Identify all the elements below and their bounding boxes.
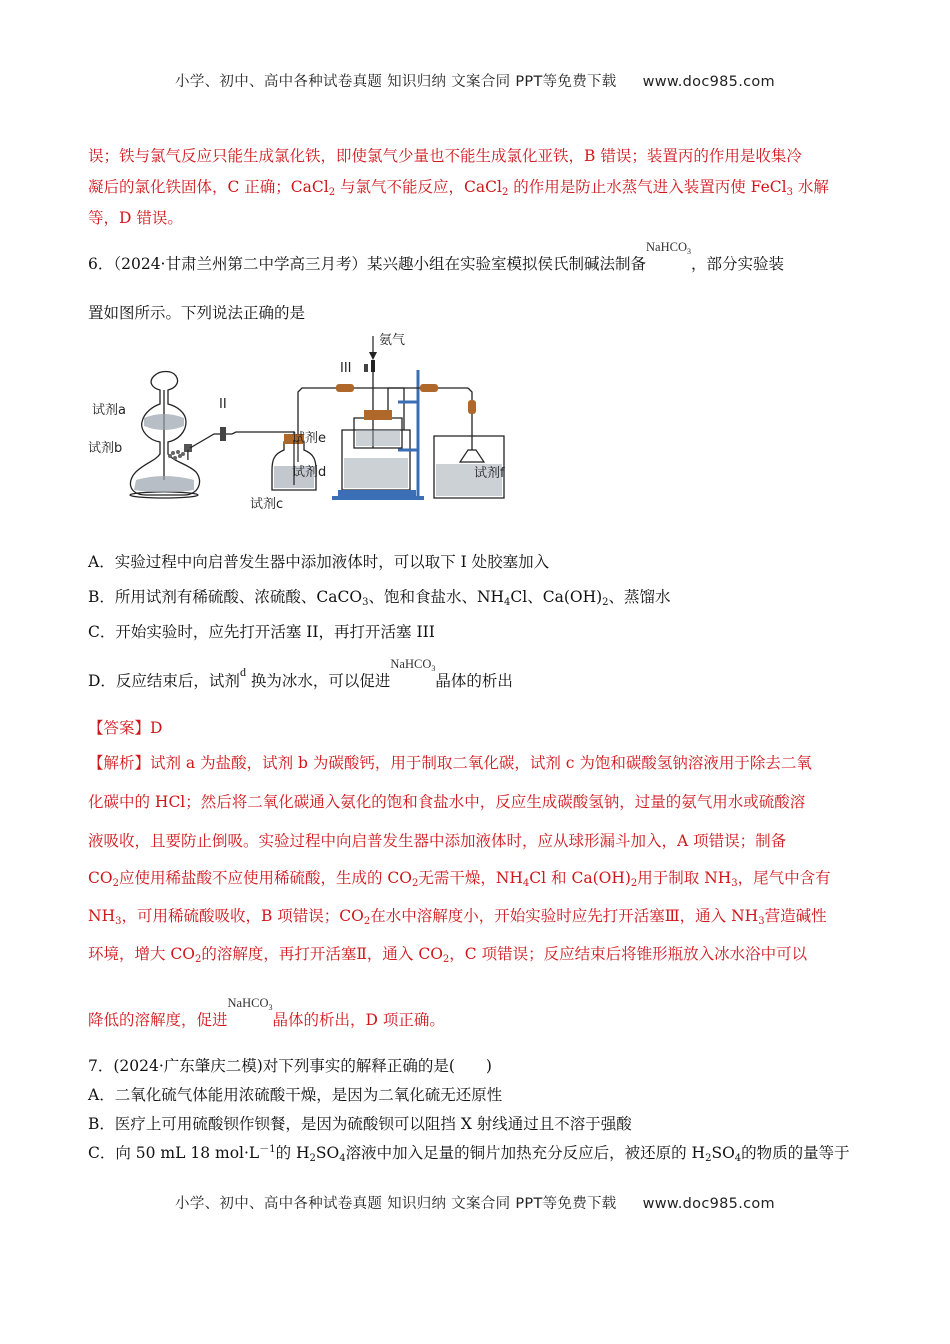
footer-url[interactable]: www.doc985.com: [642, 1196, 775, 1212]
flask-stopper: [364, 410, 392, 420]
formula-nahco3: NaHCO$_3$: [390, 657, 436, 673]
q6-analysis-line-1: 【解析】试剂 a 为盐酸，试剂 b 为碳酸钙，用于制取二氧化碳，试剂 c 为饱和碳酸氢钠溶液用于除去二氧: [88, 754, 812, 772]
header-url[interactable]: www.doc985.com: [642, 74, 775, 90]
q6-option-d[interactable]: D．反应结束后，试剂$^d$ 换为冰水，可以促进NaHCO$_3$晶体的析出: [88, 657, 513, 690]
q6-analysis-line-5: $NH_3$，可用稀硫酸吸收，B 项错误；$CO_2$在水中溶解度小，开始实验时应先打开活塞Ⅲ，通入 $NH_3$营造碱性: [88, 907, 827, 927]
formula-nahco3: NaHCO$_3$: [227, 996, 273, 1012]
kipp-solid: [168, 450, 185, 460]
stopcock-iii[interactable]: [364, 364, 368, 372]
q6-analysis-line-6: 环境，增大 $CO_2$的溶解度，再打开活塞Ⅱ，通入 $CO_2$，C 项错误；反应结束后将锥形瓶放入冰水浴中可以: [88, 945, 808, 965]
reagent-d-symbol: d: [239, 665, 246, 679]
apparatus-figure: [88, 330, 548, 515]
label-ammonia: 氨气: [379, 333, 406, 348]
q7-stem: 7．(2024·广东肇庆二模)对下列事实的解释正确的是( ): [88, 1057, 492, 1075]
q6-stem-line-2: 置如图所示。下列说法正确的是: [88, 304, 306, 322]
label-reagent-c: 试剂c: [250, 497, 284, 512]
prev-analysis-line-3: 等，D 错误。: [88, 209, 183, 227]
formula-nahco3: NaHCO$_3$: [646, 240, 691, 256]
label-ii: II: [219, 397, 227, 412]
header-text: 小学、初中、高中各种试卷真题 知识归纳 文案合同 PPT等免费下载: [175, 74, 617, 90]
label-reagent-a: 试剂a: [92, 403, 126, 418]
tube-joint-3: [468, 400, 476, 414]
q6-option-c[interactable]: C．开始实验时，应先打开活塞 II，再打开活塞 III: [88, 623, 435, 641]
q6-analysis-line-7: 降低的溶解度，促进NaHCO$_3$晶体的析出，D 项正确。: [88, 996, 445, 1029]
label-reagent-b: 试剂b: [88, 441, 123, 456]
q6-analysis-line-3: 液吸收，且要防止倒吸。实验过程中向启普发生器中添加液体时，应从球形漏斗加入，A 项错误；制备: [88, 832, 787, 850]
q6-option-a[interactable]: A．实验过程中向启普发生器中添加液体时，可以取下 I 处胶塞加入: [88, 553, 550, 571]
q7-option-b[interactable]: B．医疗上可用硫酸钡作钡餐，是因为硫酸钡可以阻挡 X 射线通过且不溶于强酸: [88, 1115, 632, 1133]
label-reagent-d: 试剂d: [292, 465, 327, 480]
q7-option-c[interactable]: C．向 50 mL 18 $mol\cdot L^{-1}$的 $H_2SO_4$溶液中加入足量的铜片加热充分反应后，被还原的 $H_2SO_4$的物质的量等于: [88, 1144, 850, 1164]
q6-answer: 【答案】D: [88, 719, 163, 737]
q6-option-b[interactable]: B．所用试剂有稀硫酸、浓硫酸、CaCO$_3$、饱和食盐水、$NH_4Cl$、$Ca(OH)_2$、蒸馏水: [88, 588, 671, 608]
stopcock-ii[interactable]: [220, 427, 226, 441]
stand-base: [338, 490, 416, 496]
page-footer: [0, 1192, 950, 1213]
footer-text: 小学、初中、高中各种试卷真题 知识归纳 文案合同 PPT等免费下载: [175, 1196, 617, 1212]
q6-analysis-line-2: 化碳中的 HCl；然后将二氧化碳通入氨化的饱和食盐水中，反应生成碳酸氢钠，过量的氨气用水或硫酸溶: [88, 793, 806, 811]
tube-joint-2: [420, 384, 438, 392]
side-tube: [190, 434, 224, 448]
q6-stem: 6．（2024·甘肃兰州第二中学高三月考）某兴趣小组在实验室模拟侯氏制碱法制备NaHCO$_3$，部分实验装: [88, 240, 784, 273]
label-i: I: [186, 449, 190, 464]
label-iii: III: [340, 361, 352, 376]
page-header: [0, 70, 950, 91]
label-reagent-e: 试剂e: [292, 431, 326, 446]
label-reagent-f: 试剂f: [474, 466, 505, 481]
q7-option-a[interactable]: A．二氧化硫气体能用浓硫酸干燥，是因为二氧化硫无还原性: [88, 1086, 503, 1104]
tube-joint-1: [336, 384, 354, 392]
prev-analysis-line-2: 凝后的氯化铁固体，C 正确；CaCl$_2$ 与氯气不能反应，CaCl$_2$ 的作用是防止水蒸气进入装置丙使 FeCl$_3$ 水解: [88, 178, 829, 198]
prev-analysis-line-1: 误；铁与氯气反应只能生成氯化铁，即使氯气少量也不能生成氯化亚铁，B 错误；装置丙的作用是收集冷: [88, 147, 802, 165]
q6-analysis-line-4: $CO_2$应使用稀盐酸不应使用稀硫酸，生成的 $CO_2$无需干燥，$NH_4Cl$ 和 $Ca(OH)_2$用于制取 $NH_3$，尾气中含有: [88, 869, 831, 889]
